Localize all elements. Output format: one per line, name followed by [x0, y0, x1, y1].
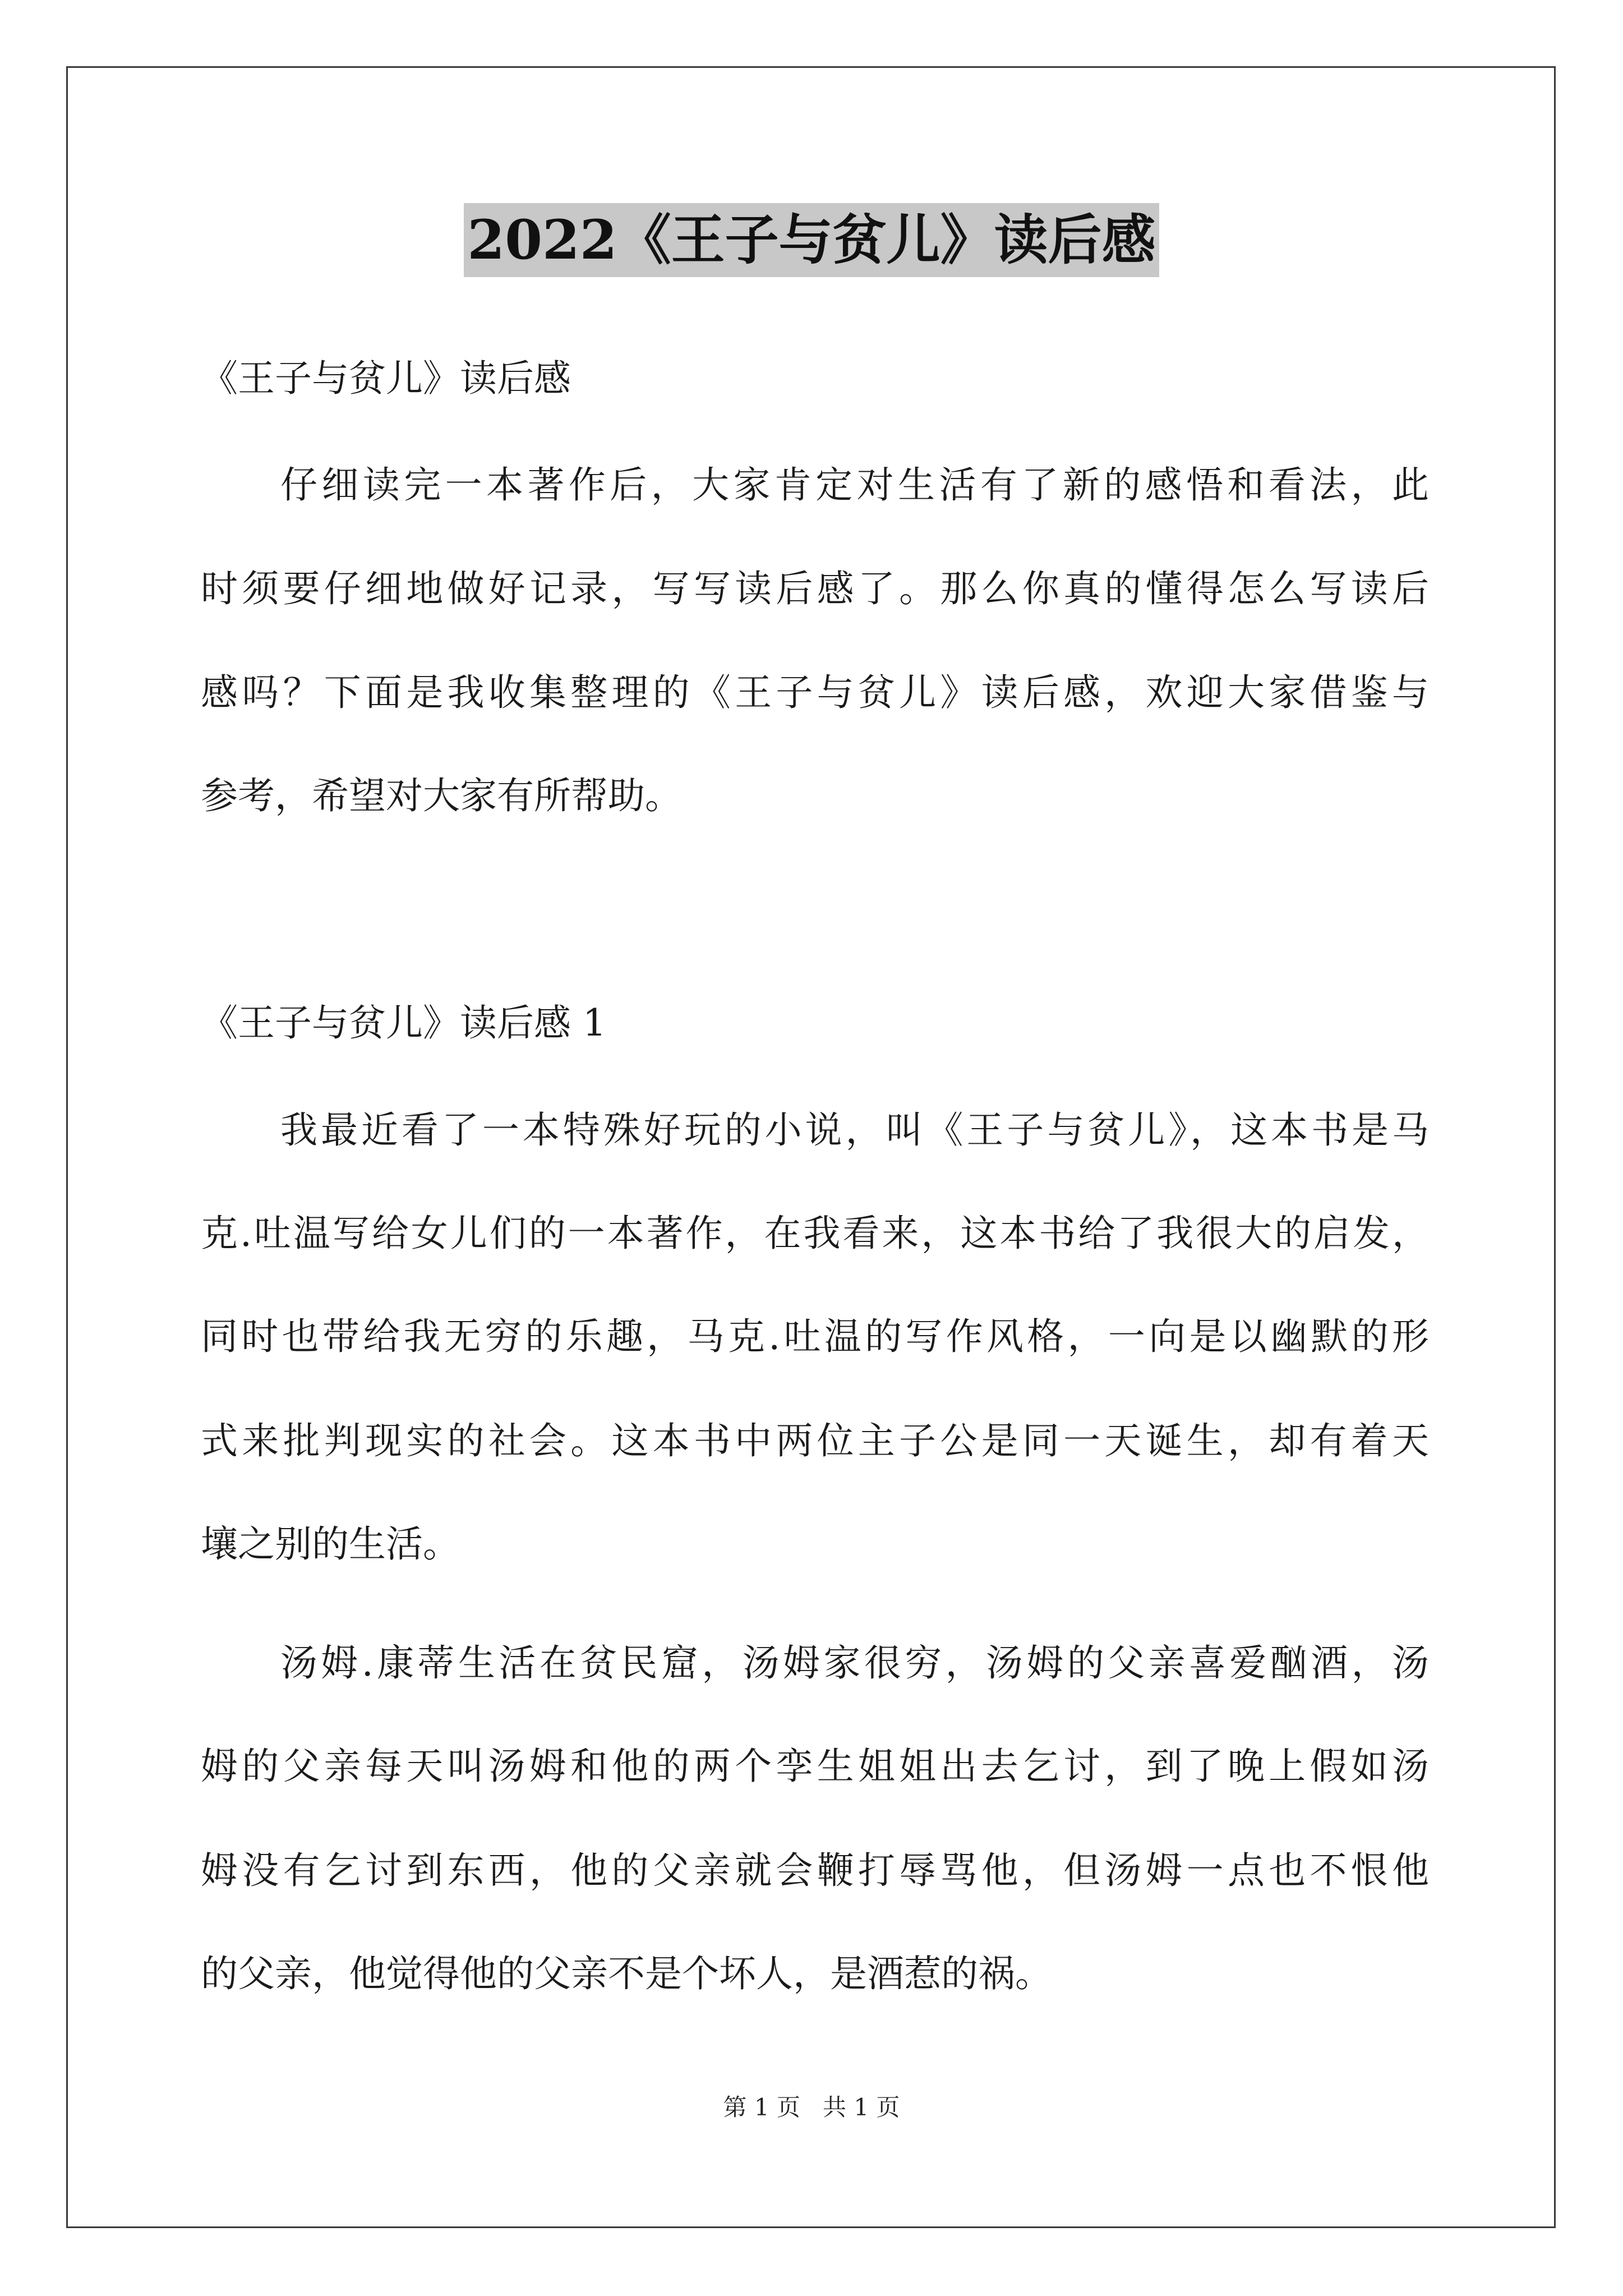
title-container	[0, 203, 1623, 277]
section-heading: 《王子与贫儿》读后感 1	[201, 1001, 606, 1045]
page-footer: 第 1 页 共 1 页	[723, 2093, 900, 2121]
intro-line: 感吗？下面是我收集整理的《王子与贫儿》读后感，欢迎大家借鉴与	[201, 671, 1429, 714]
paragraph-line: 式来批判现实的社会。这本书中两位主子公是同一天诞生，却有着天	[201, 1419, 1429, 1462]
paragraph-line: 同时也带给我无穷的乐趣，马克.吐温的写作风格，一向是以幽默的形	[201, 1315, 1429, 1358]
document-title: 2022《王子与贫儿》读后感	[464, 203, 1159, 277]
paragraph-line: 姆的父亲每天叫汤姆和他的两个孪生姐姐出去乞讨，到了晚上假如汤	[201, 1745, 1429, 1788]
paragraph-line: 汤姆.康蒂生活在贫民窟，汤姆家很穷，汤姆的父亲喜爱酗酒，汤	[280, 1641, 1429, 1685]
section-heading: 《王子与贫儿》读后感	[201, 357, 571, 400]
paragraph-line: 姆没有乞讨到东西，他的父亲就会鞭打辱骂他，但汤姆一点也不恨他	[201, 1849, 1429, 1892]
paragraph-line: 克.吐温写给女儿们的一本著作，在我看来，这本书给了我很大的启发，	[201, 1212, 1429, 1255]
paragraph-line: 壤之别的生活。	[201, 1522, 460, 1566]
intro-line: 时须要仔细地做好记录，写写读后感了。那么你真的懂得怎么写读后	[201, 567, 1429, 610]
intro-line: 参考，希望对大家有所帮助。	[201, 774, 682, 817]
intro-line: 仔细读完一本著作后，大家肯定对生活有了新的感悟和看法，此	[280, 463, 1429, 507]
paragraph-line: 我最近看了一本特殊好玩的小说，叫《王子与贫儿》，这本书是马	[280, 1108, 1429, 1152]
paragraph-line: 的父亲，他觉得他的父亲不是个坏人，是酒惹的祸。	[201, 1952, 1052, 1995]
